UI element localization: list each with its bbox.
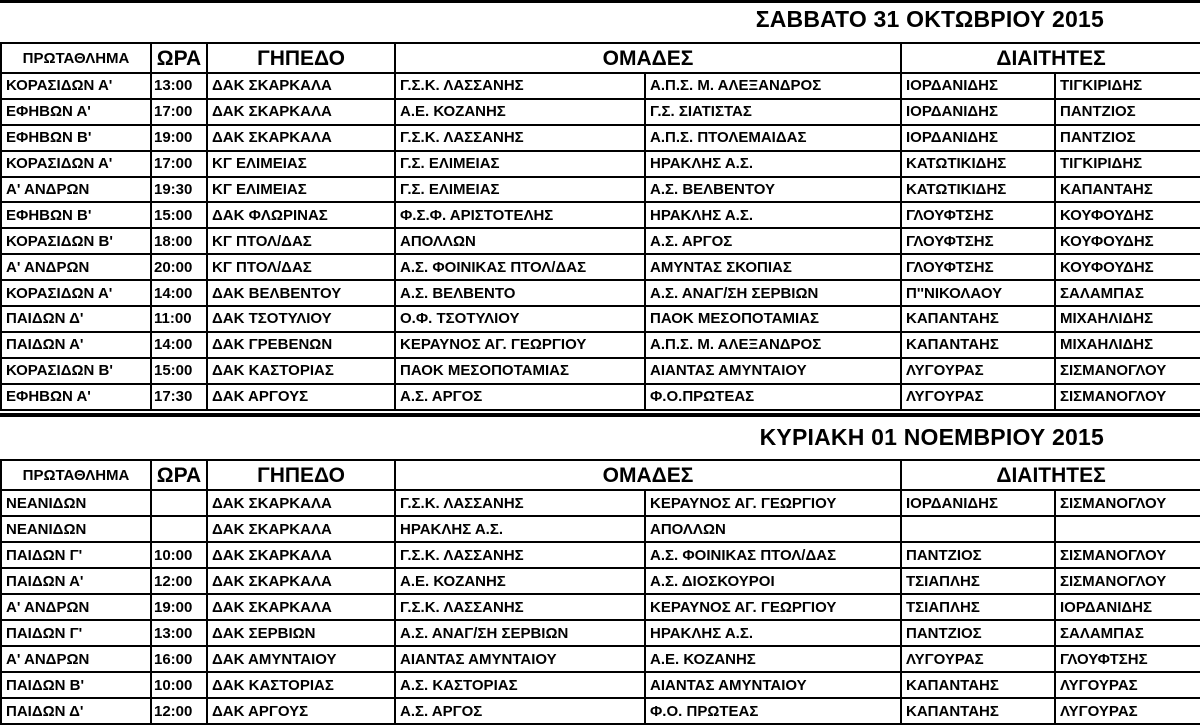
away-team-cell: Α.Σ. ΦΟΙΝΙΚΑΣ ΠΤΟΛ/ΔΑΣ [645, 542, 901, 568]
away-team-cell: Α.Σ. ΔΙΟΣΚΟΥΡΟΙ [645, 568, 901, 594]
referee-2-cell: ΠΑΝΤΖΙΟΣ [1055, 125, 1200, 151]
championship-cell: ΠΑΙΔΩΝ Α' [1, 332, 151, 358]
referee-1-cell [901, 516, 1055, 542]
away-team-cell: ΑΙΑΝΤΑΣ ΑΜΥΝΤΑΙΟΥ [645, 672, 901, 698]
championship-cell: ΚΟΡΑΣΙΔΩΝ Β' [1, 358, 151, 384]
home-team-cell: Α.Σ. ΑΝΑΓ/ΣΗ ΣΕΡΒΙΩΝ [395, 620, 645, 646]
time-cell: 13:00 [151, 73, 207, 99]
championship-cell: ΕΦΗΒΩΝ Β' [1, 202, 151, 228]
table-row [1, 358, 1200, 384]
time-cell: 19:30 [151, 177, 207, 203]
away-team-cell: Α.Π.Σ. ΠΤΟΛΕΜΑΙΔΑΣ [645, 125, 901, 151]
home-team-cell: Γ.Σ.Κ. ΛΑΣΣΑΝΗΣ [395, 542, 645, 568]
referee-2-cell: ΜΙΧΑΗΛΙΔΗΣ [1055, 332, 1200, 358]
time-cell [151, 490, 207, 516]
away-team-cell: Α.Π.Σ. Μ. ΑΛΕΞΑΝΔΡΟΣ [645, 73, 901, 99]
referee-2-cell: ΣΑΛΑΜΠΑΣ [1055, 620, 1200, 646]
home-team-cell: Φ.Σ.Φ. ΑΡΙΣΤΟΤΕΛΗΣ [395, 202, 645, 228]
home-team-cell: ΑΠΟΛΛΩΝ [395, 228, 645, 254]
referee-1-cell: ΚΑΤΩΤΙΚΙΔΗΣ [901, 177, 1055, 203]
referee-2-cell: ΤΙΓΚΙΡΙΔΗΣ [1055, 73, 1200, 99]
referee-2-cell: ΚΑΠΑΝΤΑΗΣ [1055, 177, 1200, 203]
venue-cell: ΔΑΚ ΣΚΑΡΚΑΛΑ [207, 490, 395, 516]
referee-2-cell: ΤΙΓΚΙΡΙΔΗΣ [1055, 151, 1200, 177]
home-team-cell: Γ.Σ.Κ. ΛΑΣΣΑΝΗΣ [395, 490, 645, 516]
championship-cell: Α' ΑΝΔΡΩΝ [1, 594, 151, 620]
time-cell: 14:00 [151, 332, 207, 358]
away-team-cell: ΚΕΡΑΥΝΟΣ ΑΓ. ΓΕΩΡΓΙΟΥ [645, 594, 901, 620]
table-row [1, 542, 1200, 568]
time-cell: 19:00 [151, 594, 207, 620]
home-team-cell: ΗΡΑΚΛΗΣ Α.Σ. [395, 516, 645, 542]
teams-header: ΟΜΑΔΕΣ [395, 43, 901, 73]
table-row [1, 125, 1200, 151]
header-row [1, 460, 1200, 490]
referee-1-cell: ΚΑΠΑΝΤΑΗΣ [901, 672, 1055, 698]
referee-2-cell: ΛΥΓΟΥΡΑΣ [1055, 698, 1200, 724]
home-team-cell: Ο.Φ. ΤΣΟΤΥΛΙΟΥ [395, 306, 645, 332]
table-row [1, 594, 1200, 620]
table-row [1, 280, 1200, 306]
championship-cell: ΠΑΙΔΩΝ Δ' [1, 306, 151, 332]
referees-header: ΔΙΑΙΤΗΤΕΣ [901, 43, 1200, 73]
away-team-cell: Α.Π.Σ. Μ. ΑΛΕΞΑΝΔΡΟΣ [645, 332, 901, 358]
table-row [1, 73, 1200, 99]
venue-cell: ΔΑΚ ΤΣΟΤΥΛΙΟΥ [207, 306, 395, 332]
time-cell: 15:00 [151, 358, 207, 384]
home-team-cell: Α.Σ. ΑΡΓΟΣ [395, 698, 645, 724]
table-row [1, 516, 1200, 542]
away-team-cell: Α.Ε. ΚΟΖΑΝΗΣ [645, 646, 901, 672]
home-team-cell: ΚΕΡΑΥΝΟΣ ΑΓ. ΓΕΩΡΓΙΟΥ [395, 332, 645, 358]
referee-1-cell: ΓΛΟΥΦΤΣΗΣ [901, 228, 1055, 254]
venue-cell: ΔΑΚ ΣΚΑΡΚΑΛΑ [207, 125, 395, 151]
venue-cell: ΚΓ ΕΛΙΜΕΙΑΣ [207, 177, 395, 203]
referee-1-cell: ΠΑΝΤΖΙΟΣ [901, 620, 1055, 646]
time-cell: 17:30 [151, 384, 207, 410]
referee-2-cell: ΚΟΥΦΟΥΔΗΣ [1055, 228, 1200, 254]
championship-cell: ΕΦΗΒΩΝ Β' [1, 125, 151, 151]
table-row [1, 568, 1200, 594]
header-row [1, 43, 1200, 73]
referee-1-cell: ΚΑΠΑΝΤΑΗΣ [901, 332, 1055, 358]
referee-1-cell: ΤΣΙΑΠΛΗΣ [901, 568, 1055, 594]
championship-cell: ΝΕΑΝΙΔΩΝ [1, 490, 151, 516]
away-team-cell: ΗΡΑΚΛΗΣ Α.Σ. [645, 620, 901, 646]
referee-1-cell: ΛΥΓΟΥΡΑΣ [901, 384, 1055, 410]
venue-cell: ΔΑΚ ΣΚΑΡΚΑΛΑ [207, 594, 395, 620]
referee-2-cell: ΚΟΥΦΟΥΔΗΣ [1055, 202, 1200, 228]
time-cell: 14:00 [151, 280, 207, 306]
away-team-cell: ΗΡΑΚΛΗΣ Α.Σ. [645, 151, 901, 177]
table-row [1, 620, 1200, 646]
time-cell: 19:00 [151, 125, 207, 151]
venue-cell: ΔΑΚ ΣΚΑΡΚΑΛΑ [207, 73, 395, 99]
saturday-schedule-table [0, 42, 1200, 411]
time-cell: 20:00 [151, 254, 207, 280]
away-team-cell: ΗΡΑΚΛΗΣ Α.Σ. [645, 202, 901, 228]
championship-cell: ΠΑΙΔΩΝ Β' [1, 672, 151, 698]
venue-cell: ΔΑΚ ΑΡΓΟΥΣ [207, 384, 395, 410]
time-cell: 12:00 [151, 568, 207, 594]
table-row [1, 672, 1200, 698]
home-team-cell: Γ.Σ. ΕΛΙΜΕΙΑΣ [395, 151, 645, 177]
venue-cell: ΔΑΚ ΒΕΛΒΕΝΤΟΥ [207, 280, 395, 306]
referee-1-cell: ΙΟΡΔΑΝΙΔΗΣ [901, 125, 1055, 151]
home-team-cell: Α.Σ. ΚΑΣΤΟΡΙΑΣ [395, 672, 645, 698]
venue-cell: ΔΑΚ ΦΛΩΡΙΝΑΣ [207, 202, 395, 228]
table-row [1, 306, 1200, 332]
referee-1-cell: ΚΑΠΑΝΤΑΗΣ [901, 306, 1055, 332]
referees-header: ΔΙΑΙΤΗΤΕΣ [901, 460, 1200, 490]
time-cell: 18:00 [151, 228, 207, 254]
championship-cell: ΝΕΑΝΙΔΩΝ [1, 516, 151, 542]
away-team-cell: Γ.Σ. ΣΙΑΤΙΣΤΑΣ [645, 99, 901, 125]
championship-cell: ΠΑΙΔΩΝ Γ' [1, 620, 151, 646]
home-team-cell: Γ.Σ.Κ. ΛΑΣΣΑΝΗΣ [395, 73, 645, 99]
venue-cell: ΔΑΚ ΓΡΕΒΕΝΩΝ [207, 332, 395, 358]
referee-1-cell: ΚΑΠΑΝΤΑΗΣ [901, 698, 1055, 724]
time-cell: 17:00 [151, 151, 207, 177]
home-team-cell: Γ.Σ.Κ. ΛΑΣΣΑΝΗΣ [395, 125, 645, 151]
away-team-cell: ΑΠΟΛΛΩΝ [645, 516, 901, 542]
championship-cell: ΕΦΗΒΩΝ Α' [1, 99, 151, 125]
championship-cell: ΚΟΡΑΣΙΔΩΝ Α' [1, 280, 151, 306]
championship-cell: ΕΦΗΒΩΝ Α' [1, 384, 151, 410]
referee-1-cell: ΛΥΓΟΥΡΑΣ [901, 646, 1055, 672]
home-team-cell: Α.Σ. ΑΡΓΟΣ [395, 384, 645, 410]
teams-header: ΟΜΑΔΕΣ [395, 460, 901, 490]
time-cell: 11:00 [151, 306, 207, 332]
home-team-cell: Γ.Σ. ΕΛΙΜΕΙΑΣ [395, 177, 645, 203]
table-row [1, 254, 1200, 280]
championship-cell: Α' ΑΝΔΡΩΝ [1, 254, 151, 280]
sunday-date-title: ΚΥΡΙΑΚΗ 01 ΝΟΕΜΒΡΙΟΥ 2015 [759, 424, 1104, 450]
table-row [1, 99, 1200, 125]
championship-cell: ΚΟΡΑΣΙΔΩΝ Α' [1, 151, 151, 177]
table-row [1, 490, 1200, 516]
championship-cell: ΠΑΙΔΩΝ Δ' [1, 698, 151, 724]
referee-1-cell: ΙΟΡΔΑΝΙΔΗΣ [901, 490, 1055, 516]
away-team-cell: ΚΕΡΑΥΝΟΣ ΑΓ. ΓΕΩΡΓΙΟΥ [645, 490, 901, 516]
time-cell: 16:00 [151, 646, 207, 672]
away-team-cell: ΑΜΥΝΤΑΣ ΣΚΟΠΙΑΣ [645, 254, 901, 280]
home-team-cell: ΠΑΟΚ ΜΕΣΟΠΟΤΑΜΙΑΣ [395, 358, 645, 384]
referee-2-cell: ΣΑΛΑΜΠΑΣ [1055, 280, 1200, 306]
referee-1-cell: ΓΛΟΥΦΤΣΗΣ [901, 254, 1055, 280]
home-team-cell: Α.Ε. ΚΟΖΑΝΗΣ [395, 99, 645, 125]
top-border [0, 0, 1200, 3]
referee-1-cell: ΚΑΤΩΤΙΚΙΔΗΣ [901, 151, 1055, 177]
referee-2-cell: ΙΟΡΔΑΝΙΔΗΣ [1055, 594, 1200, 620]
time-header: ΩΡΑ [151, 43, 207, 73]
referee-2-cell: ΠΑΝΤΖΙΟΣ [1055, 99, 1200, 125]
away-team-cell: Φ.Ο.ΠΡΩΤΕΑΣ [645, 384, 901, 410]
referee-2-cell: ΣΙΣΜΑΝΟΓΛΟΥ [1055, 542, 1200, 568]
venue-cell: ΔΑΚ ΣΕΡΒΙΩΝ [207, 620, 395, 646]
venue-cell: ΔΑΚ ΣΚΑΡΚΑΛΑ [207, 516, 395, 542]
away-team-cell: ΠΑΟΚ ΜΕΣΟΠΟΤΑΜΙΑΣ [645, 306, 901, 332]
away-team-cell: Φ.Ο. ΠΡΩΤΕΑΣ [645, 698, 901, 724]
section-divider [0, 413, 1200, 417]
referee-2-cell: ΜΙΧΑΗΛΙΔΗΣ [1055, 306, 1200, 332]
championship-cell: Α' ΑΝΔΡΩΝ [1, 177, 151, 203]
home-team-cell: Γ.Σ.Κ. ΛΑΣΣΑΝΗΣ [395, 594, 645, 620]
venue-cell: ΔΑΚ ΑΡΓΟΥΣ [207, 698, 395, 724]
referee-2-cell: ΚΟΥΦΟΥΔΗΣ [1055, 254, 1200, 280]
venue-cell: ΔΑΚ ΑΜΥΝΤΑΙΟΥ [207, 646, 395, 672]
away-team-cell: Α.Σ. ΒΕΛΒΕΝΤΟΥ [645, 177, 901, 203]
table-row [1, 202, 1200, 228]
saturday-date-title: ΣΑΒΒΑΤΟ 31 ΟΚΤΩΒΡΙΟΥ 2015 [755, 6, 1104, 32]
championship-header: ΠΡΩΤΑΘΛΗΜΑ [1, 43, 151, 73]
table-row [1, 384, 1200, 410]
table-row [1, 332, 1200, 358]
referee-1-cell: ΙΟΡΔΑΝΙΔΗΣ [901, 99, 1055, 125]
away-team-cell: Α.Σ. ΑΡΓΟΣ [645, 228, 901, 254]
referee-1-cell: Π''ΝΙΚΟΛΑΟΥ [901, 280, 1055, 306]
championship-cell: ΠΑΙΔΩΝ Γ' [1, 542, 151, 568]
referee-1-cell: ΠΑΝΤΖΙΟΣ [901, 542, 1055, 568]
championship-cell: ΚΟΡΑΣΙΔΩΝ Α' [1, 73, 151, 99]
venue-cell: ΔΑΚ ΣΚΑΡΚΑΛΑ [207, 542, 395, 568]
referee-2-cell [1055, 516, 1200, 542]
venue-cell: ΔΑΚ ΣΚΑΡΚΑΛΑ [207, 568, 395, 594]
championship-cell: ΚΟΡΑΣΙΔΩΝ Β' [1, 228, 151, 254]
referee-2-cell: ΣΙΣΜΑΝΟΓΛΟΥ [1055, 358, 1200, 384]
time-cell: 10:00 [151, 672, 207, 698]
time-cell [151, 516, 207, 542]
venue-cell: ΔΑΚ ΚΑΣΤΟΡΙΑΣ [207, 672, 395, 698]
referee-1-cell: ΤΣΙΑΠΛΗΣ [901, 594, 1055, 620]
venue-cell: ΔΑΚ ΚΑΣΤΟΡΙΑΣ [207, 358, 395, 384]
time-cell: 10:00 [151, 542, 207, 568]
venue-header: ΓΗΠΕΔΟ [207, 43, 395, 73]
championship-header: ΠΡΩΤΑΘΛΗΜΑ [1, 460, 151, 490]
table-row [1, 228, 1200, 254]
home-team-cell: ΑΙΑΝΤΑΣ ΑΜΥΝΤΑΙΟΥ [395, 646, 645, 672]
referee-1-cell: ΙΟΡΔΑΝΙΔΗΣ [901, 73, 1055, 99]
away-team-cell: ΑΙΑΝΤΑΣ ΑΜΥΝΤΑΙΟΥ [645, 358, 901, 384]
referee-2-cell: ΣΙΣΜΑΝΟΓΛΟΥ [1055, 384, 1200, 410]
table-row [1, 646, 1200, 672]
referee-2-cell: ΣΙΣΜΑΝΟΓΛΟΥ [1055, 490, 1200, 516]
referee-1-cell: ΓΛΟΥΦΤΣΗΣ [901, 202, 1055, 228]
table-row [1, 698, 1200, 724]
championship-cell: ΠΑΙΔΩΝ Α' [1, 568, 151, 594]
table-row [1, 177, 1200, 203]
away-team-cell: Α.Σ. ΑΝΑΓ/ΣΗ ΣΕΡΒΙΩΝ [645, 280, 901, 306]
championship-cell: Α' ΑΝΔΡΩΝ [1, 646, 151, 672]
venue-cell: ΔΑΚ ΣΚΑΡΚΑΛΑ [207, 99, 395, 125]
sunday-schedule-table [0, 459, 1200, 725]
table-row [1, 151, 1200, 177]
home-team-cell: Α.Ε. ΚΟΖΑΝΗΣ [395, 568, 645, 594]
referee-2-cell: ΣΙΣΜΑΝΟΓΛΟΥ [1055, 568, 1200, 594]
time-header: ΩΡΑ [151, 460, 207, 490]
venue-cell: ΚΓ ΕΛΙΜΕΙΑΣ [207, 151, 395, 177]
venue-header: ΓΗΠΕΔΟ [207, 460, 395, 490]
venue-cell: ΚΓ ΠΤΟΛ/ΔΑΣ [207, 254, 395, 280]
home-team-cell: Α.Σ. ΦΟΙΝΙΚΑΣ ΠΤΟΛ/ΔΑΣ [395, 254, 645, 280]
time-cell: 12:00 [151, 698, 207, 724]
referee-2-cell: ΛΥΓΟΥΡΑΣ [1055, 672, 1200, 698]
home-team-cell: Α.Σ. ΒΕΛΒΕΝΤΟ [395, 280, 645, 306]
time-cell: 15:00 [151, 202, 207, 228]
referee-2-cell: ΓΛΟΥΦΤΣΗΣ [1055, 646, 1200, 672]
time-cell: 17:00 [151, 99, 207, 125]
referee-1-cell: ΛΥΓΟΥΡΑΣ [901, 358, 1055, 384]
venue-cell: ΚΓ ΠΤΟΛ/ΔΑΣ [207, 228, 395, 254]
time-cell: 13:00 [151, 620, 207, 646]
